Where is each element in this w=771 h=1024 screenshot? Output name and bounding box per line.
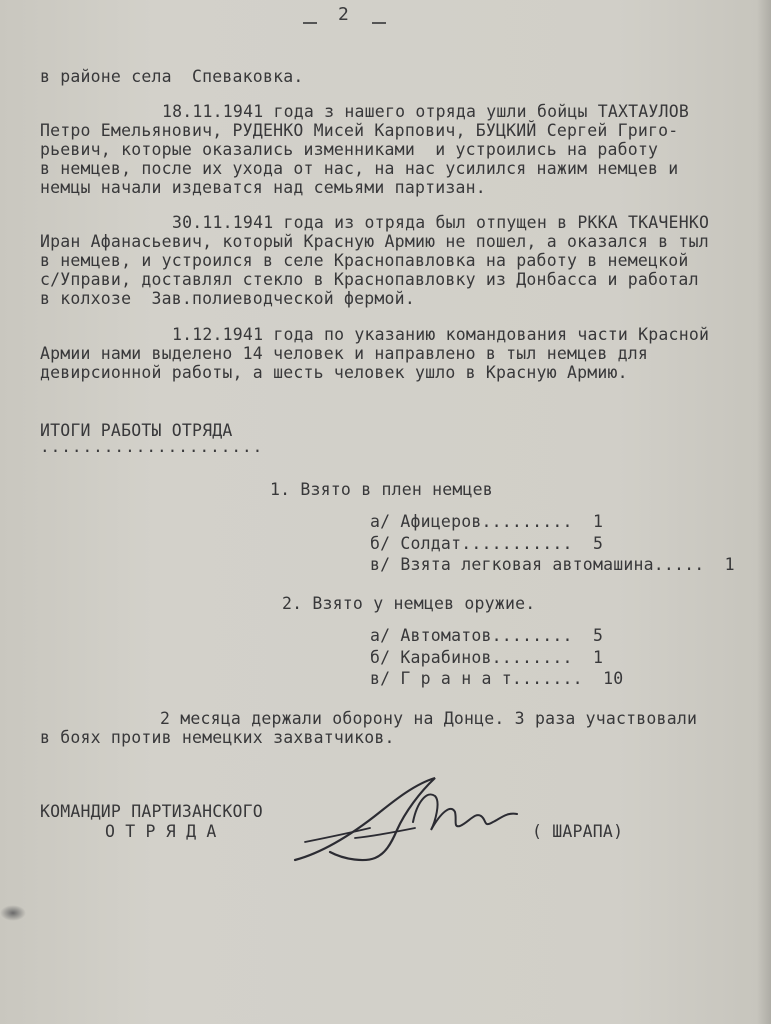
page-number-dash-left xyxy=(303,22,317,24)
closing-line: 2 месяца держали оборону на Донце. 3 раза участвовали xyxy=(160,709,698,728)
paragraph-1-line: немцы начали издеватся над семьями партизан. xyxy=(40,178,486,197)
paragraph-1-line: Петро Емельянович, РУДЕНКО Мисей Карпович, БУЦКИЙ Сергей Григо- xyxy=(40,121,679,140)
paragraph-2-line: 30.11.1941 года из отряда был отпущен в РККА ТКАЧЕНКО xyxy=(172,213,710,232)
paragraph-2-line: с/Управи, доставлял стекло в Краснопавловку из Донбасса и работал xyxy=(40,270,699,289)
list-heading: 2. Взято у немцев оружие. xyxy=(282,594,536,613)
section-heading: ИТОГИ РАБОТЫ ОТРЯДА xyxy=(40,421,233,440)
signatory-title: КОМАНДИР ПАРТИЗАНСКОГО xyxy=(40,802,263,821)
signatory-title: О Т Р Я Д А xyxy=(105,822,217,841)
ink-smudge xyxy=(0,905,26,921)
paragraph-3-line: Армии нами выделено 14 человек и направлено в тыл немцев для xyxy=(40,344,649,363)
closing-line: в боях против немецких захватчиков. xyxy=(40,728,395,747)
list-item: а/ Автоматов........ 5 xyxy=(370,626,604,645)
paragraph-1-line: рьевич, которые оказались изменниками и устроились на работу xyxy=(40,140,659,159)
text-line: в районе села Спеваковка. xyxy=(40,67,304,86)
paragraph-3-line: девирсионной работы, а шесть человек ушло в Красную Армию. xyxy=(40,363,628,382)
page-edge-shadow xyxy=(757,0,771,1024)
list-heading: 1. Взято в плен немцев xyxy=(270,480,493,499)
handwritten-signature xyxy=(285,772,530,882)
paragraph-3-line: 1.12.1941 года по указанию командования части Красной xyxy=(172,325,710,344)
paragraph-1-line: в немцев, после их ухода от нас, на нас усилился нажим немцев и xyxy=(40,159,679,178)
signatory-name: ( ШАРАПА) xyxy=(532,822,624,841)
heading-underline-dots: ..................... xyxy=(40,437,264,456)
paragraph-1-line: 18.11.1941 года з нашего отряда ушли бойцы ТАХТАУЛОВ xyxy=(162,102,689,121)
paragraph-2-line: в немцев, и устроился в селе Краснопавловка на работу в немецкой xyxy=(40,251,689,270)
list-item: в/ Г р а н а т....... 10 xyxy=(370,669,624,688)
list-item: б/ Солдат........... 5 xyxy=(370,534,604,553)
paragraph-2-line: в колхозе Зав.полиеводческой фермой. xyxy=(40,289,415,308)
paragraph-2-line: Иран Афанасьевич, который Красную Армию не пошел, а оказался в тыл xyxy=(40,232,709,251)
list-item: б/ Карабинов........ 1 xyxy=(370,648,604,667)
list-item: в/ Взята легковая автомашина..... 1 xyxy=(370,555,735,574)
list-item: а/ Афицеров......... 1 xyxy=(370,512,604,531)
page-number-dash-right xyxy=(372,22,386,24)
page-number: 2 xyxy=(338,4,349,25)
